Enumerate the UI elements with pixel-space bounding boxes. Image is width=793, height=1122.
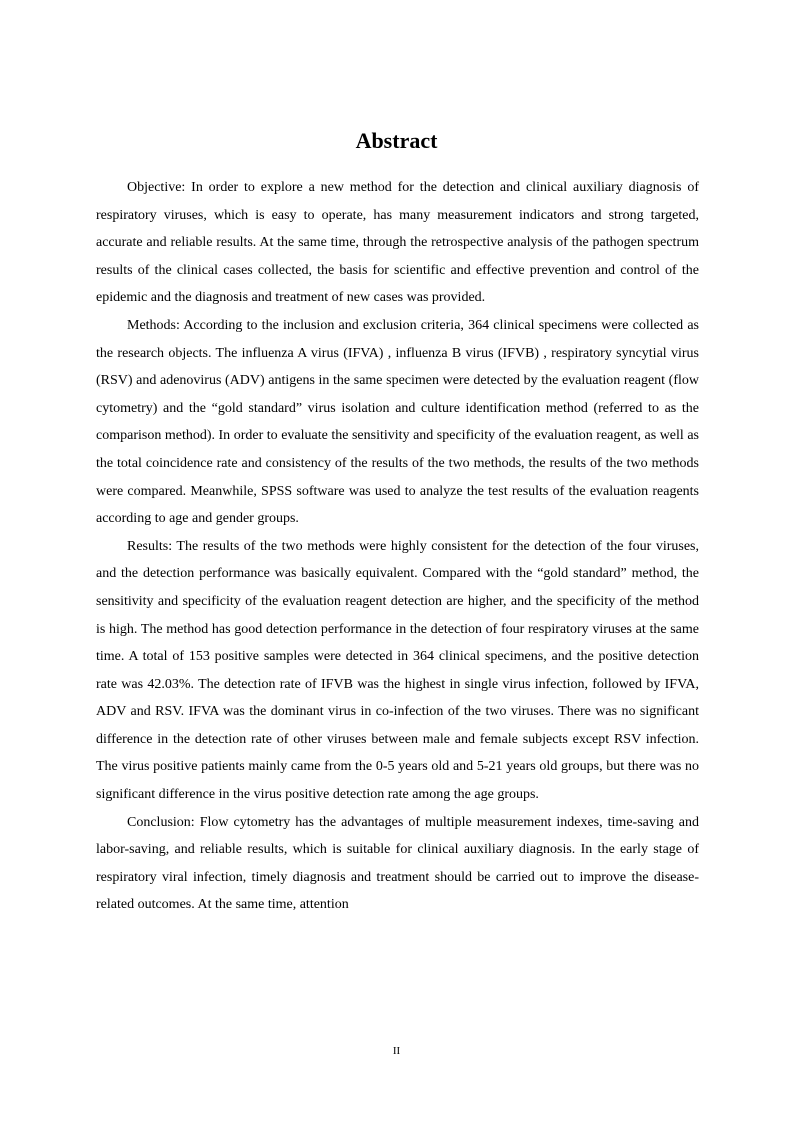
page-number: II xyxy=(392,1045,401,1057)
abstract-body xyxy=(96,174,699,919)
paragraph-methods: Methods: According to the inclusion and exclusion criteria, 364 clinical specimens were collected as the research objects. The influenza A virus (IFVA) , influenza B virus (IFVB) , respiratory syncytial virus (RSV) and adenovirus (ADV) antigens in the same specimen were detected by the evaluation reagent (flow cytometry) and the “gold standard” virus isolation and culture identification method (referred to as the comparison method). In order to evaluate the sensitivity and specificity of the evaluation reagent, as well as the total coincidence rate and consistency of the results of the two methods, the results of the two methods were compared. Meanwhile, SPSS software was used to analyze the test results of the evaluation reagents according to age and gender groups. xyxy=(96,317,699,527)
abstract-title: Abstract xyxy=(355,128,438,153)
paragraph-conclusion: Conclusion: Flow cytometry has the advantages of multiple measurement indexes, time-saving and labor-saving, and reliable results, which is suitable for clinical auxiliary diagnosis. In the early stage of respiratory viral infection, timely diagnosis and treatment should be carried out to improve the disease-related outcomes. At the same time, attention xyxy=(96,814,699,913)
paragraph-objective: Objective: In order to explore a new method for the detection and clinical auxiliary diagnosis of respiratory viruses, which is easy to operate, has many measurement indicators and strong targeted, accurate and reliable results. At the same time, through the retrospective analysis of the pathogen spectrum results of the clinical cases collected, the basis for scientific and effective prevention and control of the epidemic and the diagnosis and treatment of new cases was provided. xyxy=(96,180,699,306)
paragraph-results: Results: The results of the two methods were highly consistent for the detection of the four viruses, and the detection performance was basically equivalent. Compared with the “gold standard” method, the sensitivity and specificity of the evaluation reagent detection are higher, and the specificity of the method is high. The method has good detection performance in the detection of four respiratory viruses at the same time. A total of 153 positive samples were detected in 364 clinical specimens, and the positive detection rate was 42.03%. The detection rate of IFVB was the highest in single virus infection, followed by IFVA, ADV and RSV. IFVA was the dominant virus in co-infection of the two viruses. There was no significant difference in the detection rate of other viruses between male and female subjects except RSV infection. The virus positive patients mainly came from the 0-5 years old and 5-21 years old groups, but there was no significant difference in the virus positive detection rate among the age groups. xyxy=(96,538,699,803)
